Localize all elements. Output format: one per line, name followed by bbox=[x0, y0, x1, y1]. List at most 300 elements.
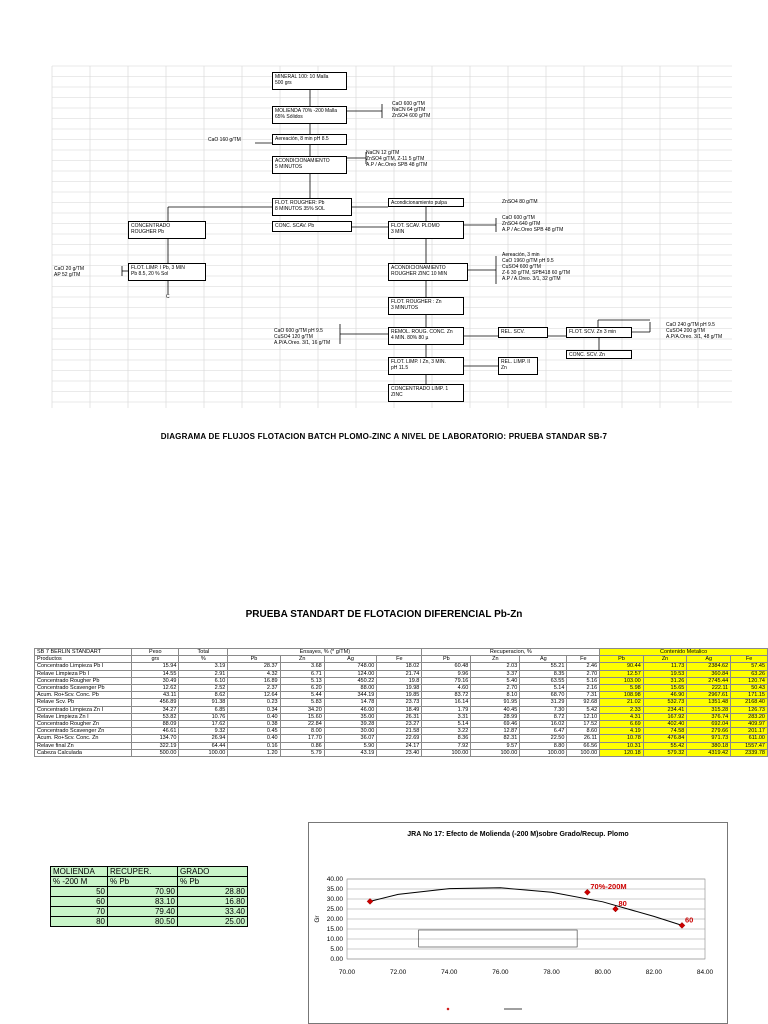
results-value-cell: 5.98 bbox=[600, 685, 644, 692]
molienda-row bbox=[51, 907, 248, 917]
results-row bbox=[35, 713, 768, 720]
node-acondicionamiento: ACONDICIONAMIENTO 5 MINUTOS bbox=[272, 156, 347, 174]
results-value-cell: 18.02 bbox=[377, 663, 422, 670]
results-value-cell: 6.20 bbox=[280, 685, 324, 692]
node-flot-limp-pb: FLOT. LIMP. I Pb, 3 MIN Pb 8.5, 20 % Sol bbox=[128, 263, 206, 281]
results-value-cell: 40.45 bbox=[471, 706, 520, 713]
results-value-cell: 409.97 bbox=[731, 721, 768, 728]
results-product-cell: Concentrado Scavenger Zn bbox=[35, 728, 132, 735]
results-value-cell: 0.16 bbox=[228, 742, 280, 749]
y-tick-label: 15.00 bbox=[326, 926, 343, 933]
results-value-cell: 134.70 bbox=[132, 735, 179, 742]
molienda-header-cell: % -200 M bbox=[51, 877, 108, 887]
results-value-cell: 5.40 bbox=[471, 677, 520, 684]
note-scav-pb-reagents: CaO 600 g/TM ZnSO4 640 g/TM A.P / Ac.Oreo SPB 48 g/TM bbox=[502, 215, 564, 233]
results-value-cell: 1.20 bbox=[228, 749, 280, 756]
molienda-header-cell: GRADO bbox=[178, 867, 248, 877]
results-value-cell: 0.23 bbox=[228, 699, 280, 706]
results-product-cell: Concentrado Scavenger Pb bbox=[35, 685, 132, 692]
results-value-cell: 88.00 bbox=[324, 685, 377, 692]
results-product-cell: Relave Scv. Pb bbox=[35, 699, 132, 706]
results-value-cell: 6.71 bbox=[280, 670, 324, 677]
results-value-cell: 2.91 bbox=[179, 670, 228, 677]
results-value-cell: 124.00 bbox=[324, 670, 377, 677]
results-value-cell: 82.31 bbox=[471, 735, 520, 742]
results-product-cell: Relave Limpieza Pb I bbox=[35, 670, 132, 677]
results-value-cell: 46.61 bbox=[132, 728, 179, 735]
results-value-cell: 64.44 bbox=[179, 742, 228, 749]
y-tick-label: 30.00 bbox=[326, 896, 343, 903]
results-column-header: Ag bbox=[687, 656, 731, 663]
results-value-cell: 26.11 bbox=[567, 735, 600, 742]
results-value-cell: 9.32 bbox=[179, 728, 228, 735]
results-value-cell: 19.98 bbox=[377, 685, 422, 692]
results-value-cell: 74.58 bbox=[643, 728, 687, 735]
results-group-header: Contenido Metalico bbox=[600, 649, 768, 656]
results-row bbox=[35, 677, 768, 684]
results-row bbox=[35, 685, 768, 692]
results-value-cell: 23.40 bbox=[377, 749, 422, 756]
results-value-cell: 2.46 bbox=[567, 663, 600, 670]
results-column-header: Fe bbox=[731, 656, 768, 663]
results-value-cell: 92.68 bbox=[567, 699, 600, 706]
results-value-cell: 5.83 bbox=[280, 699, 324, 706]
results-value-cell: 2.70 bbox=[567, 670, 600, 677]
results-row bbox=[35, 699, 768, 706]
results-value-cell: 17.62 bbox=[179, 721, 228, 728]
results-value-cell: 100.00 bbox=[422, 749, 471, 756]
y-tick-label: 25.00 bbox=[326, 906, 343, 913]
results-value-cell: 2967.61 bbox=[687, 692, 731, 699]
x-tick-label: 76.00 bbox=[492, 969, 509, 976]
node-remol-roug-conc-zn: REMOL. ROUG. CONC. Zn 4 MIN. 80% 80 µ bbox=[388, 327, 464, 345]
note-znso4: ZnSO4 80 g/TM bbox=[502, 199, 538, 205]
results-value-cell: 63.55 bbox=[520, 677, 567, 684]
results-value-cell: 66.56 bbox=[567, 742, 600, 749]
results-value-cell: 46.90 bbox=[643, 692, 687, 699]
results-value-cell: 0.40 bbox=[228, 735, 280, 742]
results-value-cell: 456.89 bbox=[132, 699, 179, 706]
results-value-cell: 0.38 bbox=[228, 721, 280, 728]
results-group-header: Ensayes, % (* g/TM) bbox=[228, 649, 422, 656]
results-row bbox=[35, 670, 768, 677]
results-value-cell: 450.22 bbox=[324, 677, 377, 684]
results-value-cell: 5.14 bbox=[422, 721, 471, 728]
results-value-cell: 6.10 bbox=[179, 677, 228, 684]
results-product-cell: Concentrado Limpieza Zn I bbox=[35, 706, 132, 713]
results-column-header: Fe bbox=[567, 656, 600, 663]
legend-marker bbox=[447, 1008, 450, 1011]
molienda-cell: 28.80 bbox=[178, 887, 248, 897]
results-value-cell: 31.26 bbox=[643, 677, 687, 684]
y-tick-label: 35.00 bbox=[326, 886, 343, 893]
results-value-cell: 26.94 bbox=[179, 735, 228, 742]
results-value-cell: 10.78 bbox=[600, 735, 644, 742]
results-value-cell: 476.84 bbox=[643, 735, 687, 742]
y-tick-label: 10.00 bbox=[326, 936, 343, 943]
results-value-cell: 2384.62 bbox=[687, 663, 731, 670]
results-value-cell: 34.20 bbox=[280, 706, 324, 713]
results-value-cell: 167.92 bbox=[643, 713, 687, 720]
chart-title: JRA No 17: Efecto de Molienda (-200 M)sobre Grado/Recup. Plomo bbox=[407, 831, 629, 838]
results-value-cell: 91.95 bbox=[471, 699, 520, 706]
results-value-cell: 120.74 bbox=[731, 677, 768, 684]
node-rel-scv: REL. SCV. bbox=[498, 327, 548, 338]
results-value-cell: 6.47 bbox=[520, 728, 567, 735]
results-value-cell: 10.76 bbox=[179, 713, 228, 720]
results-value-cell: 5.42 bbox=[567, 706, 600, 713]
results-value-cell: 5.44 bbox=[280, 692, 324, 699]
note-molienda-reagents: CaO 600 g/TM NaCN 64 g/TM ZnSO4 600 g/TM bbox=[392, 101, 431, 119]
results-product-cell: Relave final Zn bbox=[35, 742, 132, 749]
molienda-cell: 80 bbox=[51, 917, 108, 927]
results-value-cell: 36.07 bbox=[324, 735, 377, 742]
results-value-cell: 3.19 bbox=[179, 663, 228, 670]
results-value-cell: 43.11 bbox=[132, 692, 179, 699]
results-value-cell: 88.09 bbox=[132, 721, 179, 728]
results-product-cell: Concentrado Rougher Zn bbox=[35, 721, 132, 728]
x-tick-label: 72.00 bbox=[390, 969, 407, 976]
results-value-cell: 14.55 bbox=[132, 670, 179, 677]
results-value-cell: 2.37 bbox=[228, 685, 280, 692]
results-row bbox=[35, 735, 768, 742]
results-value-cell: 9.96 bbox=[422, 670, 471, 677]
node-acond-rougher-zinc: ACONDICIONAMIENTO ROUGHER ZINC 10 MIN bbox=[388, 263, 468, 281]
results-value-cell: 12.64 bbox=[228, 692, 280, 699]
results-value-cell: 315.28 bbox=[687, 706, 731, 713]
results-value-cell: 3.22 bbox=[422, 728, 471, 735]
results-value-cell: 91.38 bbox=[179, 699, 228, 706]
results-column-header: % bbox=[179, 656, 228, 663]
results-header-row-2 bbox=[35, 656, 768, 663]
results-value-cell: 100.00 bbox=[567, 749, 600, 756]
molienda-cell: 70 bbox=[51, 907, 108, 917]
node-concentrado-rougher-pb: CONCENTRADO ROUGHER Pb bbox=[128, 221, 206, 239]
results-value-cell: 12.62 bbox=[132, 685, 179, 692]
results-value-cell: 2.03 bbox=[471, 663, 520, 670]
results-value-cell: 8.35 bbox=[520, 670, 567, 677]
results-value-cell: 0.34 bbox=[228, 706, 280, 713]
note-limp-pb-reagents: CaO 20 g/TM AP 52 g/TM bbox=[54, 266, 85, 278]
results-value-cell: 2.16 bbox=[567, 685, 600, 692]
results-value-cell: 2168.40 bbox=[731, 699, 768, 706]
results-row bbox=[35, 663, 768, 670]
results-value-cell: 2339.78 bbox=[731, 749, 768, 756]
molienda-header-row bbox=[51, 867, 248, 877]
results-column-header: Productos bbox=[35, 656, 132, 663]
results-value-cell: 21.58 bbox=[377, 728, 422, 735]
results-value-cell: 9.57 bbox=[471, 742, 520, 749]
results-header-row-1 bbox=[35, 649, 768, 656]
results-value-cell: 5.13 bbox=[280, 677, 324, 684]
node-flot-scav-plomo: FLOT. SCAV. PLOMO 3 MIN bbox=[388, 221, 464, 239]
results-value-cell: 19.8 bbox=[377, 677, 422, 684]
results-value-cell: 1.79 bbox=[422, 706, 471, 713]
results-value-cell: 201.17 bbox=[731, 728, 768, 735]
results-value-cell: 23.27 bbox=[377, 721, 422, 728]
results-value-cell: 18.49 bbox=[377, 706, 422, 713]
results-value-cell: 4.19 bbox=[600, 728, 644, 735]
results-value-cell: 19.85 bbox=[377, 692, 422, 699]
results-value-cell: 234.41 bbox=[643, 706, 687, 713]
results-value-cell: 100.00 bbox=[179, 749, 228, 756]
results-value-cell: 579.32 bbox=[643, 749, 687, 756]
y-tick-label: 0.00 bbox=[330, 956, 343, 963]
results-value-cell: 12.57 bbox=[600, 670, 644, 677]
molienda-header-cell: RECUPER. bbox=[108, 867, 178, 877]
results-value-cell: 8.62 bbox=[179, 692, 228, 699]
molienda-cell: 80.50 bbox=[108, 917, 178, 927]
results-value-cell: 15.94 bbox=[132, 663, 179, 670]
results-product-cell: Concentrado Limpieza Pb I bbox=[35, 663, 132, 670]
results-value-cell: 46.00 bbox=[324, 706, 377, 713]
results-value-cell: 2745.44 bbox=[687, 677, 731, 684]
data-label: 70%-200M bbox=[590, 882, 627, 892]
results-value-cell: 7.31 bbox=[567, 692, 600, 699]
results-value-cell: 5.90 bbox=[324, 742, 377, 749]
results-value-cell: 0.45 bbox=[228, 728, 280, 735]
results-value-cell: 21.02 bbox=[600, 699, 644, 706]
results-value-cell: 19.53 bbox=[643, 670, 687, 677]
results-value-cell: 4319.42 bbox=[687, 749, 731, 756]
results-value-cell: 748.00 bbox=[324, 663, 377, 670]
x-tick-label: 74.00 bbox=[441, 969, 458, 976]
results-value-cell: 22.84 bbox=[280, 721, 324, 728]
results-value-cell: 126.73 bbox=[731, 706, 768, 713]
results-value-cell: 8.80 bbox=[520, 742, 567, 749]
results-value-cell: 43.19 bbox=[324, 749, 377, 756]
section-title: PRUEBA STANDART DE FLOTACION DIFERENCIAL Pb-Zn bbox=[245, 609, 523, 620]
results-value-cell: 5.16 bbox=[567, 677, 600, 684]
results-product-cell: Acum. Ro+Scv. Conc. Zn bbox=[35, 735, 132, 742]
node-flot-rougher-zn: FLOT. ROUGHER : Zn 3 MINUTOS bbox=[388, 297, 464, 315]
molienda-cell: 60 bbox=[51, 897, 108, 907]
results-value-cell: 3.31 bbox=[422, 713, 471, 720]
results-value-cell: 108.98 bbox=[600, 692, 644, 699]
results-value-cell: 22.50 bbox=[520, 735, 567, 742]
molienda-cell: 83.10 bbox=[108, 897, 178, 907]
results-value-cell: 971.73 bbox=[687, 735, 731, 742]
results-value-cell: 15.60 bbox=[280, 713, 324, 720]
node-acondicionamiento-pulpa: Acondicionamiento pulpa bbox=[388, 198, 464, 207]
diagram-caption: DIAGRAMA DE FLUJOS FLOTACION BATCH PLOMO-ZINC A NIVEL DE LABORATORIO: PRUEBA STANDAR SB-7 bbox=[160, 432, 608, 441]
results-value-cell: 39.28 bbox=[324, 721, 377, 728]
y-axis-label: Gr bbox=[314, 915, 321, 923]
note-c-label: C bbox=[166, 294, 170, 300]
results-value-cell: 17.70 bbox=[280, 735, 324, 742]
molienda-table bbox=[50, 866, 248, 927]
results-value-cell: 21.74 bbox=[377, 670, 422, 677]
results-value-cell: 222.11 bbox=[687, 685, 731, 692]
results-value-cell: 53.82 bbox=[132, 713, 179, 720]
results-value-cell: 283.20 bbox=[731, 713, 768, 720]
results-value-cell: 16.02 bbox=[520, 721, 567, 728]
results-value-cell: 1351.48 bbox=[687, 699, 731, 706]
results-row bbox=[35, 742, 768, 749]
results-row bbox=[35, 749, 768, 756]
results-value-cell: 1557.47 bbox=[731, 742, 768, 749]
results-group-header: SB 7 BERLIN STANDART bbox=[35, 649, 132, 656]
results-column-header: Zn bbox=[471, 656, 520, 663]
results-value-cell: 7.30 bbox=[520, 706, 567, 713]
results-column-header: Fe bbox=[377, 656, 422, 663]
y-tick-label: 40.00 bbox=[326, 876, 343, 883]
results-value-cell: 4.31 bbox=[600, 713, 644, 720]
node-flot-rougher-pb: FLOT. ROUGHER: Pb 8 MINUTOS 35% SOL bbox=[272, 198, 352, 216]
results-value-cell: 8.36 bbox=[422, 735, 471, 742]
results-value-cell: 31.29 bbox=[520, 699, 567, 706]
molienda-header-cell: % Pb bbox=[178, 877, 248, 887]
flow-diagram-grid bbox=[0, 0, 768, 420]
results-column-header: Pb bbox=[600, 656, 644, 663]
note-acond-reagents: NaCN 12 g/TM ZnSO4 g/TM, Z-11 5 g/TM A.P / Ac.Oreo SPB 48 g/TM bbox=[366, 150, 428, 168]
node-flot-limp-zn: FLOT. LIMP. I Zn, 3 MIN. pH 11.5 bbox=[388, 357, 464, 375]
results-value-cell: 30.49 bbox=[132, 677, 179, 684]
results-group-header: Peso bbox=[132, 649, 179, 656]
results-column-header: Ag bbox=[324, 656, 377, 663]
results-value-cell: 55.42 bbox=[643, 742, 687, 749]
results-value-cell: 611.00 bbox=[731, 735, 768, 742]
x-tick-label: 80.00 bbox=[594, 969, 611, 976]
molienda-header-row bbox=[51, 877, 248, 887]
chart-box bbox=[308, 822, 728, 1024]
results-value-cell: 30.00 bbox=[324, 728, 377, 735]
results-value-cell: 0.40 bbox=[228, 713, 280, 720]
results-value-cell: 5.79 bbox=[280, 749, 324, 756]
results-value-cell: 69.46 bbox=[471, 721, 520, 728]
results-table bbox=[34, 648, 768, 757]
molienda-cell: 70.90 bbox=[108, 887, 178, 897]
results-value-cell: 2.33 bbox=[600, 706, 644, 713]
data-label: 60 bbox=[684, 915, 694, 925]
note-remol-reagents: CaO 600 g/TM pH 9.5 CuSO4 120 g/TM A.P/A.Oreo. 3/1, 16 g/TM bbox=[274, 328, 331, 346]
results-value-cell: 0.86 bbox=[280, 742, 324, 749]
results-value-cell: 402.40 bbox=[643, 721, 687, 728]
results-value-cell: 83.72 bbox=[422, 692, 471, 699]
molienda-header-cell: MOLIENDA bbox=[51, 867, 108, 877]
results-value-cell: 79.16 bbox=[422, 677, 471, 684]
results-value-cell: 8.00 bbox=[280, 728, 324, 735]
results-value-cell: 15.65 bbox=[643, 685, 687, 692]
results-value-cell: 2.52 bbox=[179, 685, 228, 692]
results-product-cell: Concentrado Rougher Pb bbox=[35, 677, 132, 684]
results-value-cell: 23.73 bbox=[377, 699, 422, 706]
chart-svg bbox=[309, 823, 727, 1023]
node-flot-scv-zn: FLOT. SCV. Zn 3 min bbox=[566, 327, 632, 338]
note-acond-zinc-reagents: Aereación, 3 min CaO 1960 g/TM pH 9.5 CuSO4 600 g/TM Z-6 30 g/TM, SPB418 60 g/TM A.P / A.Oreo. 3/1, 32 g/TM bbox=[502, 252, 571, 282]
node-conc-scv-zn: CONC. SCV. Zn bbox=[566, 350, 632, 359]
note-scv-zn-reagents: CaO 240 g/TM pH 9.5 CuSO4 200 g/TM A.P/A.Oreo. 3/1, 48 g/TM bbox=[666, 322, 723, 340]
results-value-cell: 100.00 bbox=[520, 749, 567, 756]
results-value-cell: 68.70 bbox=[520, 692, 567, 699]
results-column-header: Pb bbox=[422, 656, 471, 663]
results-value-cell: 63.26 bbox=[731, 670, 768, 677]
node-concentrado-limp-zinc: CONCENTRADO LIMP. 1 ZINC bbox=[388, 384, 464, 402]
results-product-cell: Relave Limpieza Zn I bbox=[35, 713, 132, 720]
molienda-row bbox=[51, 897, 248, 907]
results-value-cell: 6.85 bbox=[179, 706, 228, 713]
results-value-cell: 103.00 bbox=[600, 677, 644, 684]
results-value-cell: 16.89 bbox=[228, 677, 280, 684]
results-value-cell: 10.31 bbox=[600, 742, 644, 749]
y-tick-label: 5.00 bbox=[330, 946, 343, 953]
molienda-cell: 33.40 bbox=[178, 907, 248, 917]
results-column-header: grs bbox=[132, 656, 179, 663]
results-value-cell: 14.78 bbox=[324, 699, 377, 706]
results-row bbox=[35, 728, 768, 735]
results-column-header: Zn bbox=[643, 656, 687, 663]
results-row bbox=[35, 692, 768, 699]
note-aereacion-cao: CaO 160 g/TM bbox=[208, 137, 241, 143]
results-value-cell: 5.14 bbox=[520, 685, 567, 692]
results-value-cell: 171.15 bbox=[731, 692, 768, 699]
results-value-cell: 380.18 bbox=[687, 742, 731, 749]
results-value-cell: 50.43 bbox=[731, 685, 768, 692]
results-value-cell: 692.04 bbox=[687, 721, 731, 728]
molienda-cell: 50 bbox=[51, 887, 108, 897]
results-column-header: Zn bbox=[280, 656, 324, 663]
results-value-cell: 120.18 bbox=[600, 749, 644, 756]
results-value-cell: 279.66 bbox=[687, 728, 731, 735]
data-label: 80 bbox=[618, 899, 627, 908]
results-value-cell: 8.72 bbox=[520, 713, 567, 720]
node-mineral: MINERAL 100: 10 Malla 500 grs bbox=[272, 72, 347, 90]
molienda-header-cell: % Pb bbox=[108, 877, 178, 887]
x-tick-label: 70.00 bbox=[338, 969, 356, 976]
x-tick-label: 84.00 bbox=[696, 969, 714, 976]
results-product-cell: Acum. Ro+Scv. Conc. Pb bbox=[35, 692, 132, 699]
results-group-header: Recuperacion, % bbox=[422, 649, 600, 656]
results-value-cell: 4.60 bbox=[422, 685, 471, 692]
results-column-header: Ag bbox=[520, 656, 567, 663]
results-value-cell: 4.32 bbox=[228, 670, 280, 677]
x-tick-label: 78.00 bbox=[543, 969, 560, 976]
molienda-cell: 79.40 bbox=[108, 907, 178, 917]
results-value-cell: 12.10 bbox=[567, 713, 600, 720]
node-rel-limp-zn: REL. LIMP. II Zn bbox=[498, 357, 538, 375]
results-value-cell: 28.99 bbox=[471, 713, 520, 720]
results-value-cell: 2.70 bbox=[471, 685, 520, 692]
results-value-cell: 6.69 bbox=[600, 721, 644, 728]
results-value-cell: 344.19 bbox=[324, 692, 377, 699]
results-value-cell: 24.17 bbox=[377, 742, 422, 749]
results-value-cell: 57.45 bbox=[731, 663, 768, 670]
results-value-cell: 16.14 bbox=[422, 699, 471, 706]
results-value-cell: 100.00 bbox=[471, 749, 520, 756]
results-value-cell: 12.87 bbox=[471, 728, 520, 735]
results-column-header: Pb bbox=[228, 656, 280, 663]
results-value-cell: 35.00 bbox=[324, 713, 377, 720]
y-tick-label: 20.00 bbox=[326, 916, 343, 923]
results-value-cell: 3.37 bbox=[471, 670, 520, 677]
results-value-cell: 34.27 bbox=[132, 706, 179, 713]
results-value-cell: 322.19 bbox=[132, 742, 179, 749]
results-value-cell: 11.73 bbox=[643, 663, 687, 670]
node-conc-scav-pb: CONC. SCAV. Pb bbox=[272, 221, 352, 232]
node-aereacion: Aereación, 8 min pH 8.5 bbox=[272, 134, 347, 145]
results-value-cell: 8.60 bbox=[567, 728, 600, 735]
molienda-row bbox=[51, 917, 248, 927]
results-value-cell: 28.37 bbox=[228, 663, 280, 670]
results-value-cell: 7.92 bbox=[422, 742, 471, 749]
results-row bbox=[35, 721, 768, 728]
x-tick-label: 82.00 bbox=[645, 969, 662, 976]
node-molienda: MOLIENDA 70% -200 Malla 65% Sólidos bbox=[272, 106, 347, 124]
results-group-header: Total bbox=[179, 649, 228, 656]
results-product-cell: Cabeza Calculada bbox=[35, 749, 132, 756]
molienda-cell: 16.80 bbox=[178, 897, 248, 907]
results-value-cell: 90.44 bbox=[600, 663, 644, 670]
